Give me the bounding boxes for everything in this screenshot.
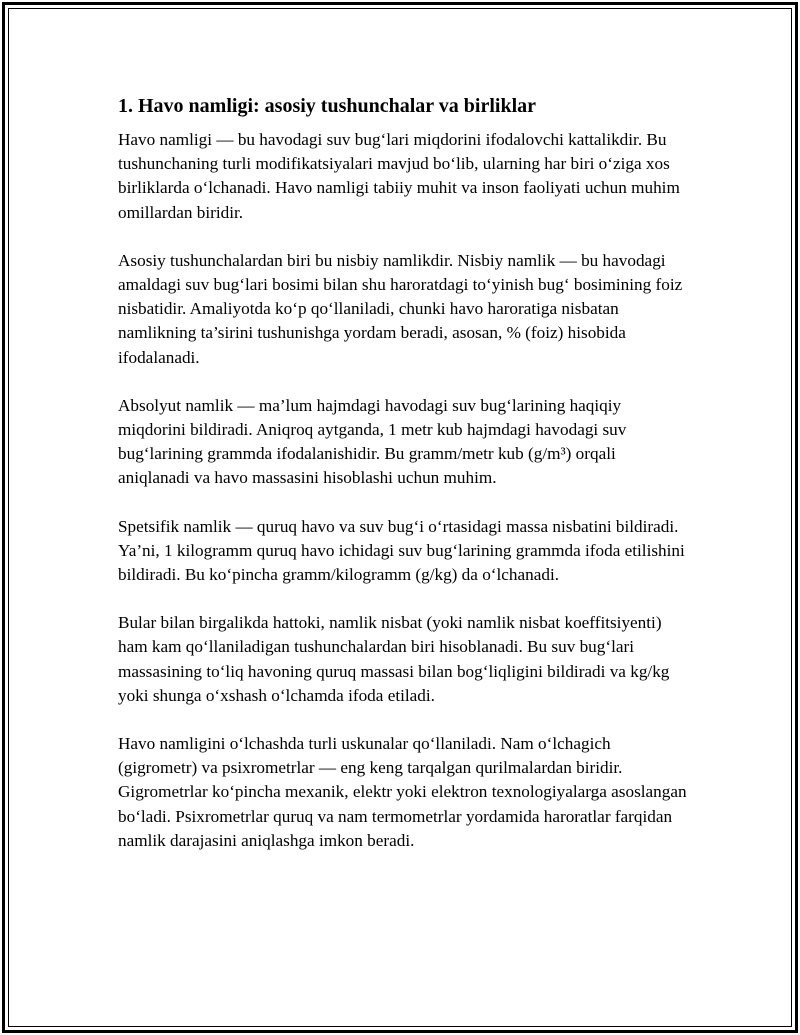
section-heading: 1. Havo namligi: asosiy tushunchalar va birliklar	[118, 95, 537, 117]
paragraph-absolute-humidity: Absolyut namlik — ma’lum hajmdagi havodagi suv bug‘larining haqiqiy miqdorini bildiradi. Aniqroq aytganda, 1 metr kub hajmdagi havodagi suv bug‘larining grammda ifodalanishidir. Bu gramm/metr kub (g/m³) orqali aniqlanadi va havo massasini hisoblashi uchun muhim.	[118, 395, 627, 488]
paragraph-relative-humidity: Asosiy tushunchalardan biri bu nisbiy namlikdir. Nisbiy namlik — bu havodagi amaldagi suv bug‘lari bosimi bilan shu haroratdagi to‘yinish bug‘ bosimining foiz nisbatidir. Amaliyotda ko‘p qo‘llaniladi, chunki havo haroratiga nisbatan namlikning ta’sirini tushunishga yordam beradi, asosan, % (foiz) hisobida ifodalanadi.	[118, 250, 683, 367]
document-body	[118, 93, 688, 877]
paragraph-specific-humidity: Spetsifik namlik — quruq havo va suv bug‘i o‘rtasidagi massa nisbatini bildiradi. Ya’ni, 1 kilogramm quruq havo ichidagi suv bug‘larining grammda ifoda etilishini bildiradi. Bu ko‘pincha gramm/kilogramm (g/kg) da o‘lchanadi.	[118, 516, 685, 585]
paragraph-mixing-ratio: Bular bilan birgalikda hattoki, namlik nisbat (yoki namlik nisbat koeffitsiyenti) ham kam qo‘llaniladigan tushunchalardan biri hisoblanadi. Bu suv bug‘lari massasining to‘liq havoning quruq massasi bilan bog‘liqligini bildiradi va kg/kg yoki shunga o‘xshash o‘lchamda ifoda etiladi.	[118, 613, 670, 705]
paragraph-measurement-instruments: Havo namligini o‘lchashda turli uskunalar qo‘llaniladi. Nam o‘lchagich (gigrometr) va psixrometrlar — eng keng tarqalgan qurilmalardan biridir. Gigrometrlar ko‘pincha mexanik, elektr yoki elektron texnologiyalarga asoslangan bo‘ladi. Psixrometrlar quruq va nam termometrlar yordamida haroratlar farqidan namlik darajasini aniqlashga imkon beradi.	[118, 734, 687, 850]
paragraph-humidity-definition: Havo namligi — bu havodagi suv bug‘lari miqdorini ifodalovchi kattalikdir. Bu tushunchaning turli modifikatsiyalari mavjud bo‘lib, ularning har biri o‘ziga xos birliklarda o‘lchanadi. Havo namligi tabiiy muhit va inson faoliyati uchun muhim omillardan biridir.	[118, 130, 680, 222]
